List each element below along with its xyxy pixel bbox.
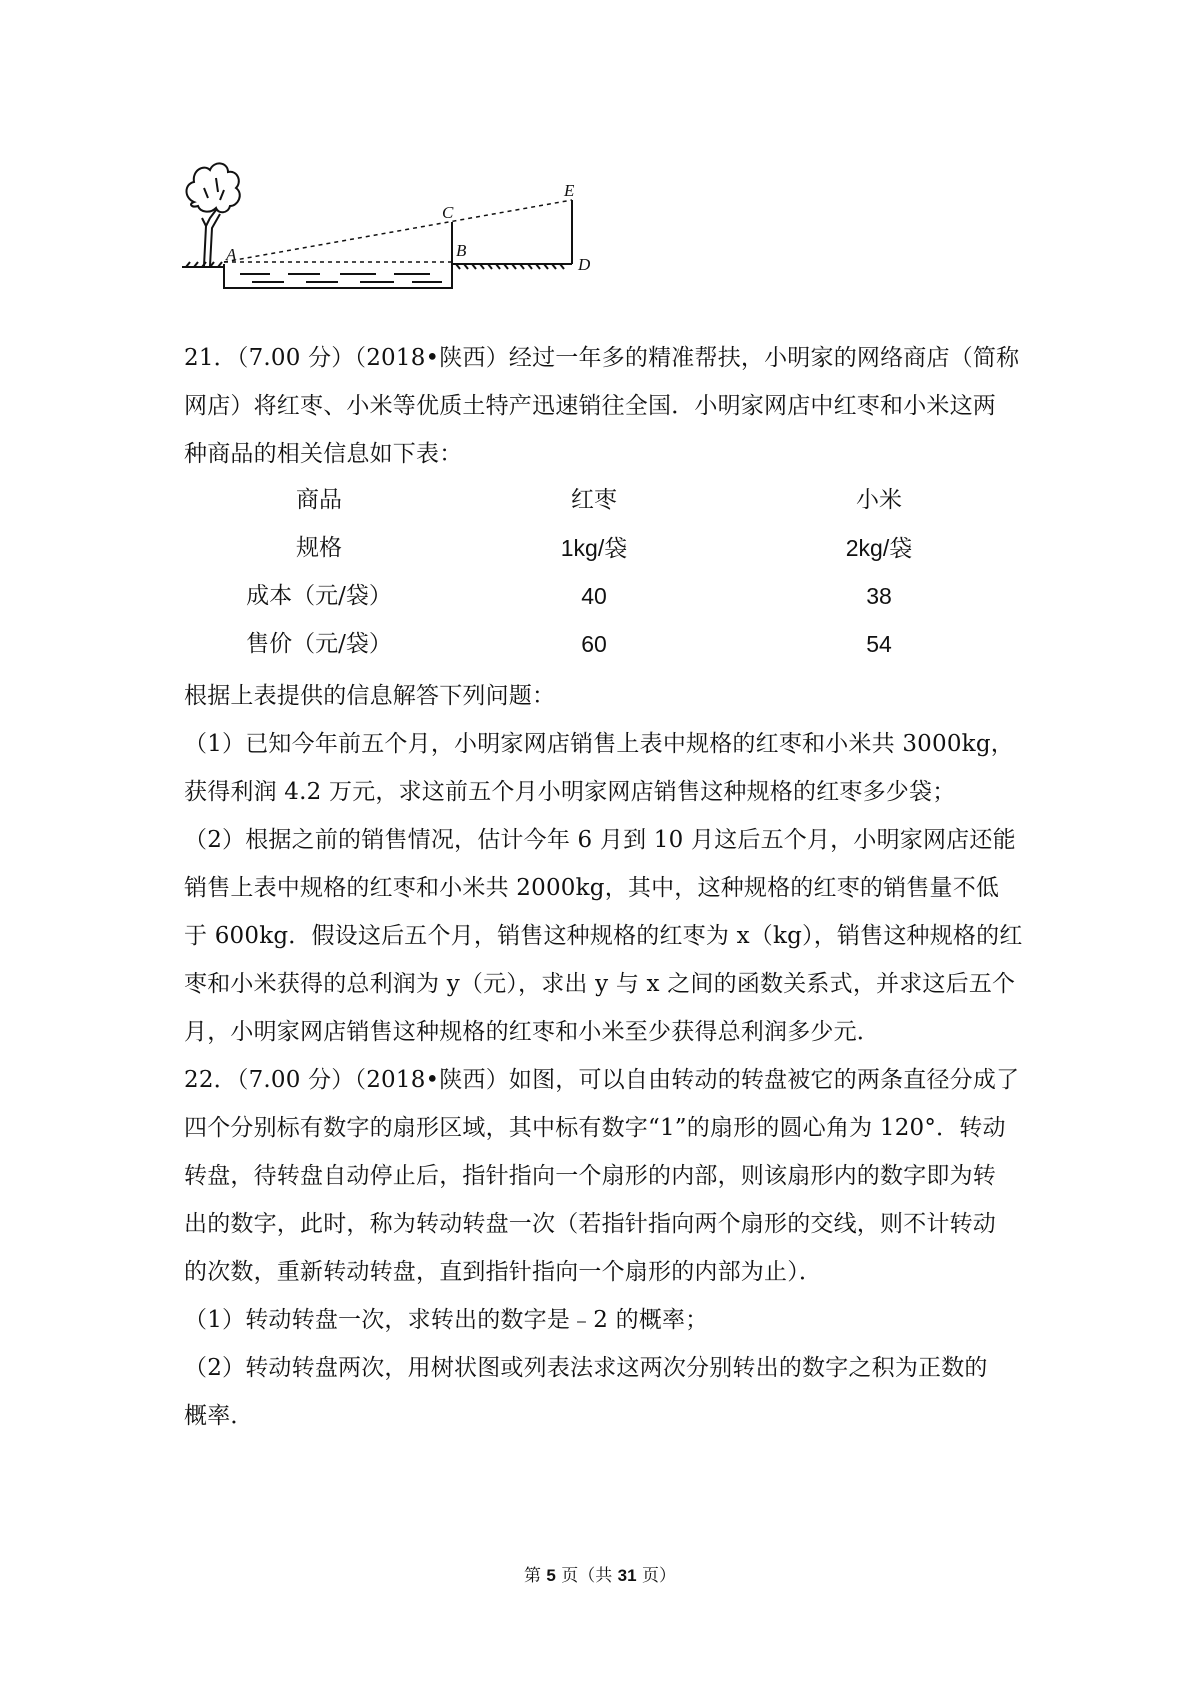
q22-p2-line-2: 概率． [184, 1403, 254, 1429]
table-cell: 54 [866, 631, 892, 657]
sight-lines [224, 200, 572, 262]
table-cell: 40 [581, 583, 607, 609]
q21-p2-line-4: 枣和小米获得的总利润为 y（元），求出 y 与 x 之间的函数关系式，并求这后五个 [184, 971, 1016, 997]
table-row [184, 628, 984, 676]
product-table [184, 484, 984, 676]
footer-prefix: 第 [523, 1566, 547, 1586]
q21-after-table: 根据上表提供的信息解答下列问题： [184, 683, 556, 709]
q21-p2-line-2: 销售上表中规格的红枣和小米共 2000kg，其中，这种规格的红枣的销售量不低 [184, 875, 1000, 901]
q21-line-3: 种商品的相关信息如下表： [184, 441, 463, 467]
table-cell: 商品 [296, 487, 342, 513]
q21-p2-line-3: 于 600kg．假设这后五个月，销售这种规格的红枣为 x（kg），销售这种规格的红 [184, 923, 1023, 949]
q22-p1: （1）转动转盘一次，求转出的数字是﹣2 的概率； [184, 1307, 709, 1333]
label-e: E [564, 181, 575, 200]
q21-p2-line-1: （2）根据之前的销售情况，估计今年 6 月到 10 月这后五个月，小明家网店还能 [184, 827, 1016, 853]
q21-p1-line-1: （1）已知今年前五个月，小明家网店销售上表中规格的红枣和小米共 3000kg， [184, 731, 1014, 757]
q21-p2-line-5: 月，小明家网店销售这种规格的红枣和小米至少获得总利润多少元． [184, 1019, 880, 1045]
label-a: A [226, 245, 237, 264]
q22-line-5: 的次数，重新转动转盘，直到指针指向一个扇形的内部为止）． [184, 1259, 823, 1285]
table-cell: 小米 [856, 487, 902, 513]
table-cell: 2kg/袋 [845, 535, 913, 561]
table-cell: 规格 [296, 535, 342, 561]
table-row [184, 484, 984, 532]
q21-p1-line-2: 获得利润 4.2 万元，求这前五个月小明家网店销售这种规格的红枣多少袋； [184, 779, 956, 805]
footer-middle: 页（共 [555, 1566, 618, 1586]
q22-line-1: 22．（7.00 分）（2018•陕西）如图，可以自由转动的转盘被它的两条直径分成了 [184, 1067, 1020, 1093]
table-cell: 售价（元/袋） [246, 631, 392, 657]
label-b: B [456, 241, 467, 260]
footer-suffix: 页） [636, 1566, 676, 1586]
geometry-figure [180, 148, 620, 328]
q22-p2-line-1: （2）转动转盘两次，用树状图或列表法求这两次分别转出的数字之积为正数的 [184, 1355, 988, 1381]
left-ground [182, 262, 224, 267]
q21-line-1: 21．（7.00 分）（2018•陕西）经过一年多的精准帮扶，小明家的网络商店（简称 [184, 345, 1020, 371]
q22-line-2: 四个分别标有数字的扇形区域，其中标有数字“1”的扇形的圆心角为 120°．转动 [184, 1115, 1006, 1141]
poles [452, 200, 572, 264]
q22-line-4: 出的数字，此时，称为转动转盘一次（若指针指向两个扇形的交线，则不计转动 [184, 1211, 996, 1237]
table-cell: 38 [866, 583, 892, 609]
table-cell: 成本（元/袋） [246, 583, 392, 609]
q21-line-2: 网店）将红枣、小米等优质土特产迅速销往全国．小明家网店中红枣和小米这两 [184, 393, 996, 419]
right-ground [452, 264, 572, 269]
table-cell: 红枣 [571, 487, 617, 513]
label-c: C [442, 203, 454, 222]
table-row [184, 532, 984, 580]
table-cell: 1kg/袋 [560, 535, 628, 561]
table-row [184, 580, 984, 628]
footer-total-pages: 31 [617, 1566, 637, 1585]
table-cell: 60 [581, 631, 607, 657]
footer-page-number: 5 [546, 1566, 556, 1585]
river [224, 264, 452, 288]
q22-line-3: 转盘，待转盘自动停止后，指针指向一个扇形的内部，则该扇形内的数字即为转 [184, 1163, 996, 1189]
page-footer [0, 1564, 1200, 1588]
label-d: D [578, 255, 591, 274]
